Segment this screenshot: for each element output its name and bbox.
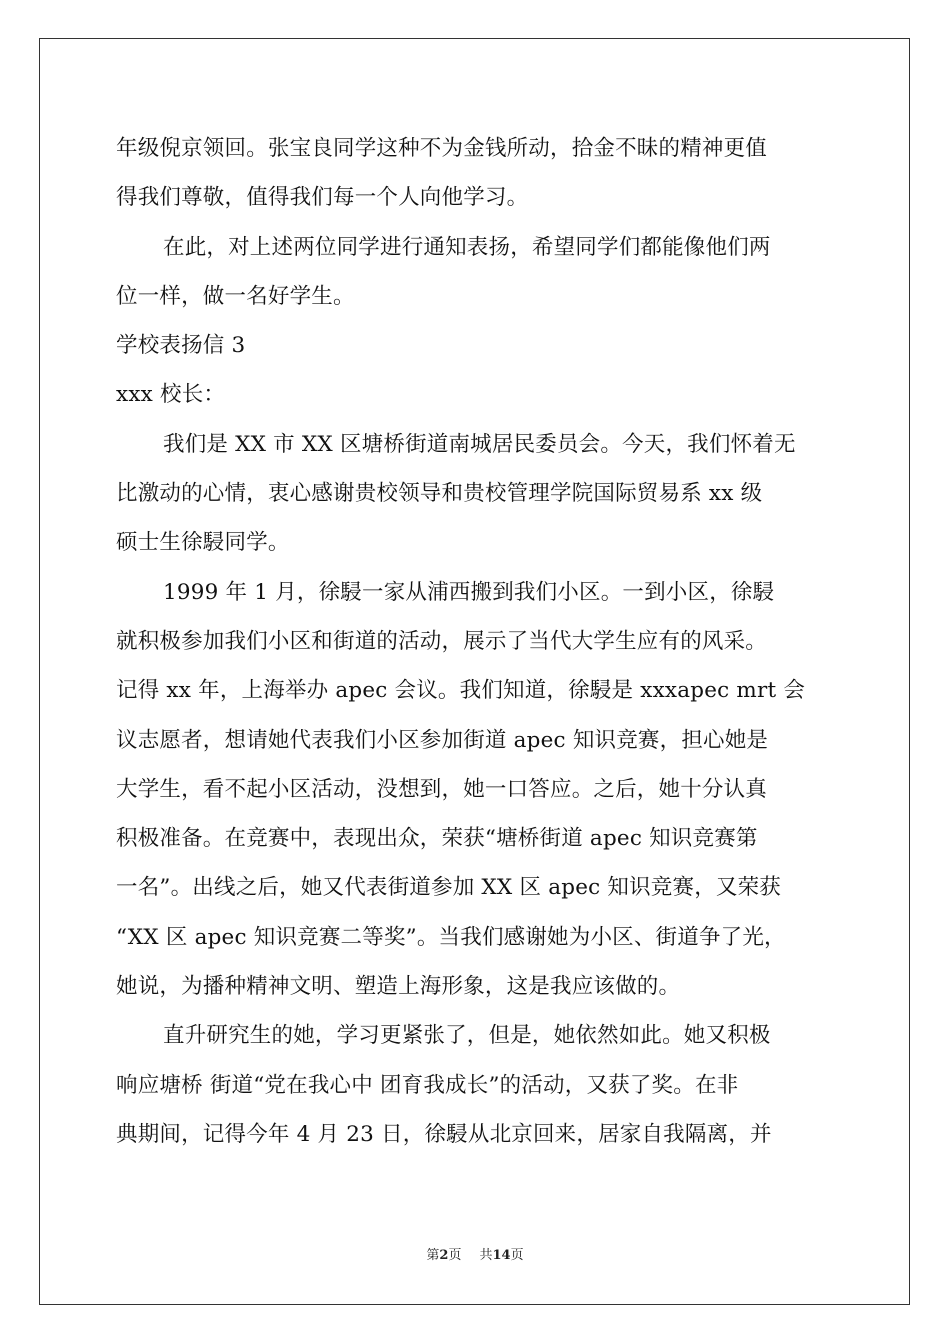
- page-number: 2: [439, 1248, 449, 1263]
- text-line: 一名”。出线之后，她又代表街道参加 XX 区 apec 知识竞赛，又荣获: [116, 875, 781, 901]
- text-line: 硕士生徐駸同学。: [116, 530, 290, 556]
- text-line: 典期间，记得今年 4 月 23 日，徐駸从北京回来，居家自我隔离，并: [116, 1121, 772, 1147]
- total-pages: 14: [492, 1248, 511, 1263]
- text-line: 得我们尊敬，值得我们每一个人向他学习。: [116, 185, 529, 211]
- text-line: 年级倪京领回。张宝良同学这种不为金钱所动，拾金不昧的精神更值: [116, 136, 768, 161]
- text-line: 议志愿者，想请她代表我们小区参加街道 apec 知识竞赛，担心她是: [116, 727, 769, 753]
- text-line: 直升研究生的她，学习更紧张了，但是，她依然如此。她又积极: [163, 1023, 771, 1049]
- total-pages-indicator: 共14页: [479, 1248, 524, 1263]
- text-line: 位一样，做一名好学生。: [116, 283, 355, 309]
- text-line: “XX 区 apec 知识竞赛二等奖”。当我们感谢她为小区、街道争了光，: [116, 924, 786, 950]
- text-line: 就积极参加我们小区和街道的活动，展示了当代大学生应有的风采。: [116, 628, 768, 654]
- text-line: 在此，对上述两位同学进行通知表扬，希望同学们都能像他们两: [163, 234, 771, 260]
- text-line: 记得 xx 年，上海举办 apec 会议。我们知道，徐駸是 xxxapec mrt 会: [116, 678, 806, 704]
- section-title: 学校表扬信 3: [116, 333, 246, 359]
- salutation: xxx 校长：: [116, 382, 226, 408]
- text-line: 响应塘桥 街道“党在我心中 团育我成长”的活动，又获了奖。在非: [116, 1072, 739, 1098]
- page-indicator: 第2页: [426, 1248, 462, 1263]
- text-line: 1999 年 1 月，徐駸一家从浦西搬到我们小区。一到小区，徐駸: [163, 579, 775, 605]
- page-footer: [0, 1244, 950, 1263]
- text-line: 大学生，看不起小区活动，没想到，她一口答应。之后，她十分认真: [116, 776, 768, 802]
- text-line: 她说，为播种精神文明、塑造上海形象，这是我应该做的。: [116, 974, 681, 1000]
- text-line: 比激动的心情，衷心感谢贵校领导和贵校管理学院国际贸易系 xx 级: [116, 481, 763, 507]
- document-body: [116, 124, 856, 1159]
- text-line: 我们是 XX 市 XX 区塘桥街道南城居民委员会。今天，我们怀着无: [163, 431, 796, 457]
- text-line: 积极准备。在竞赛中，表现出众，荣获“塘桥街道 apec 知识竞赛第: [116, 826, 758, 852]
